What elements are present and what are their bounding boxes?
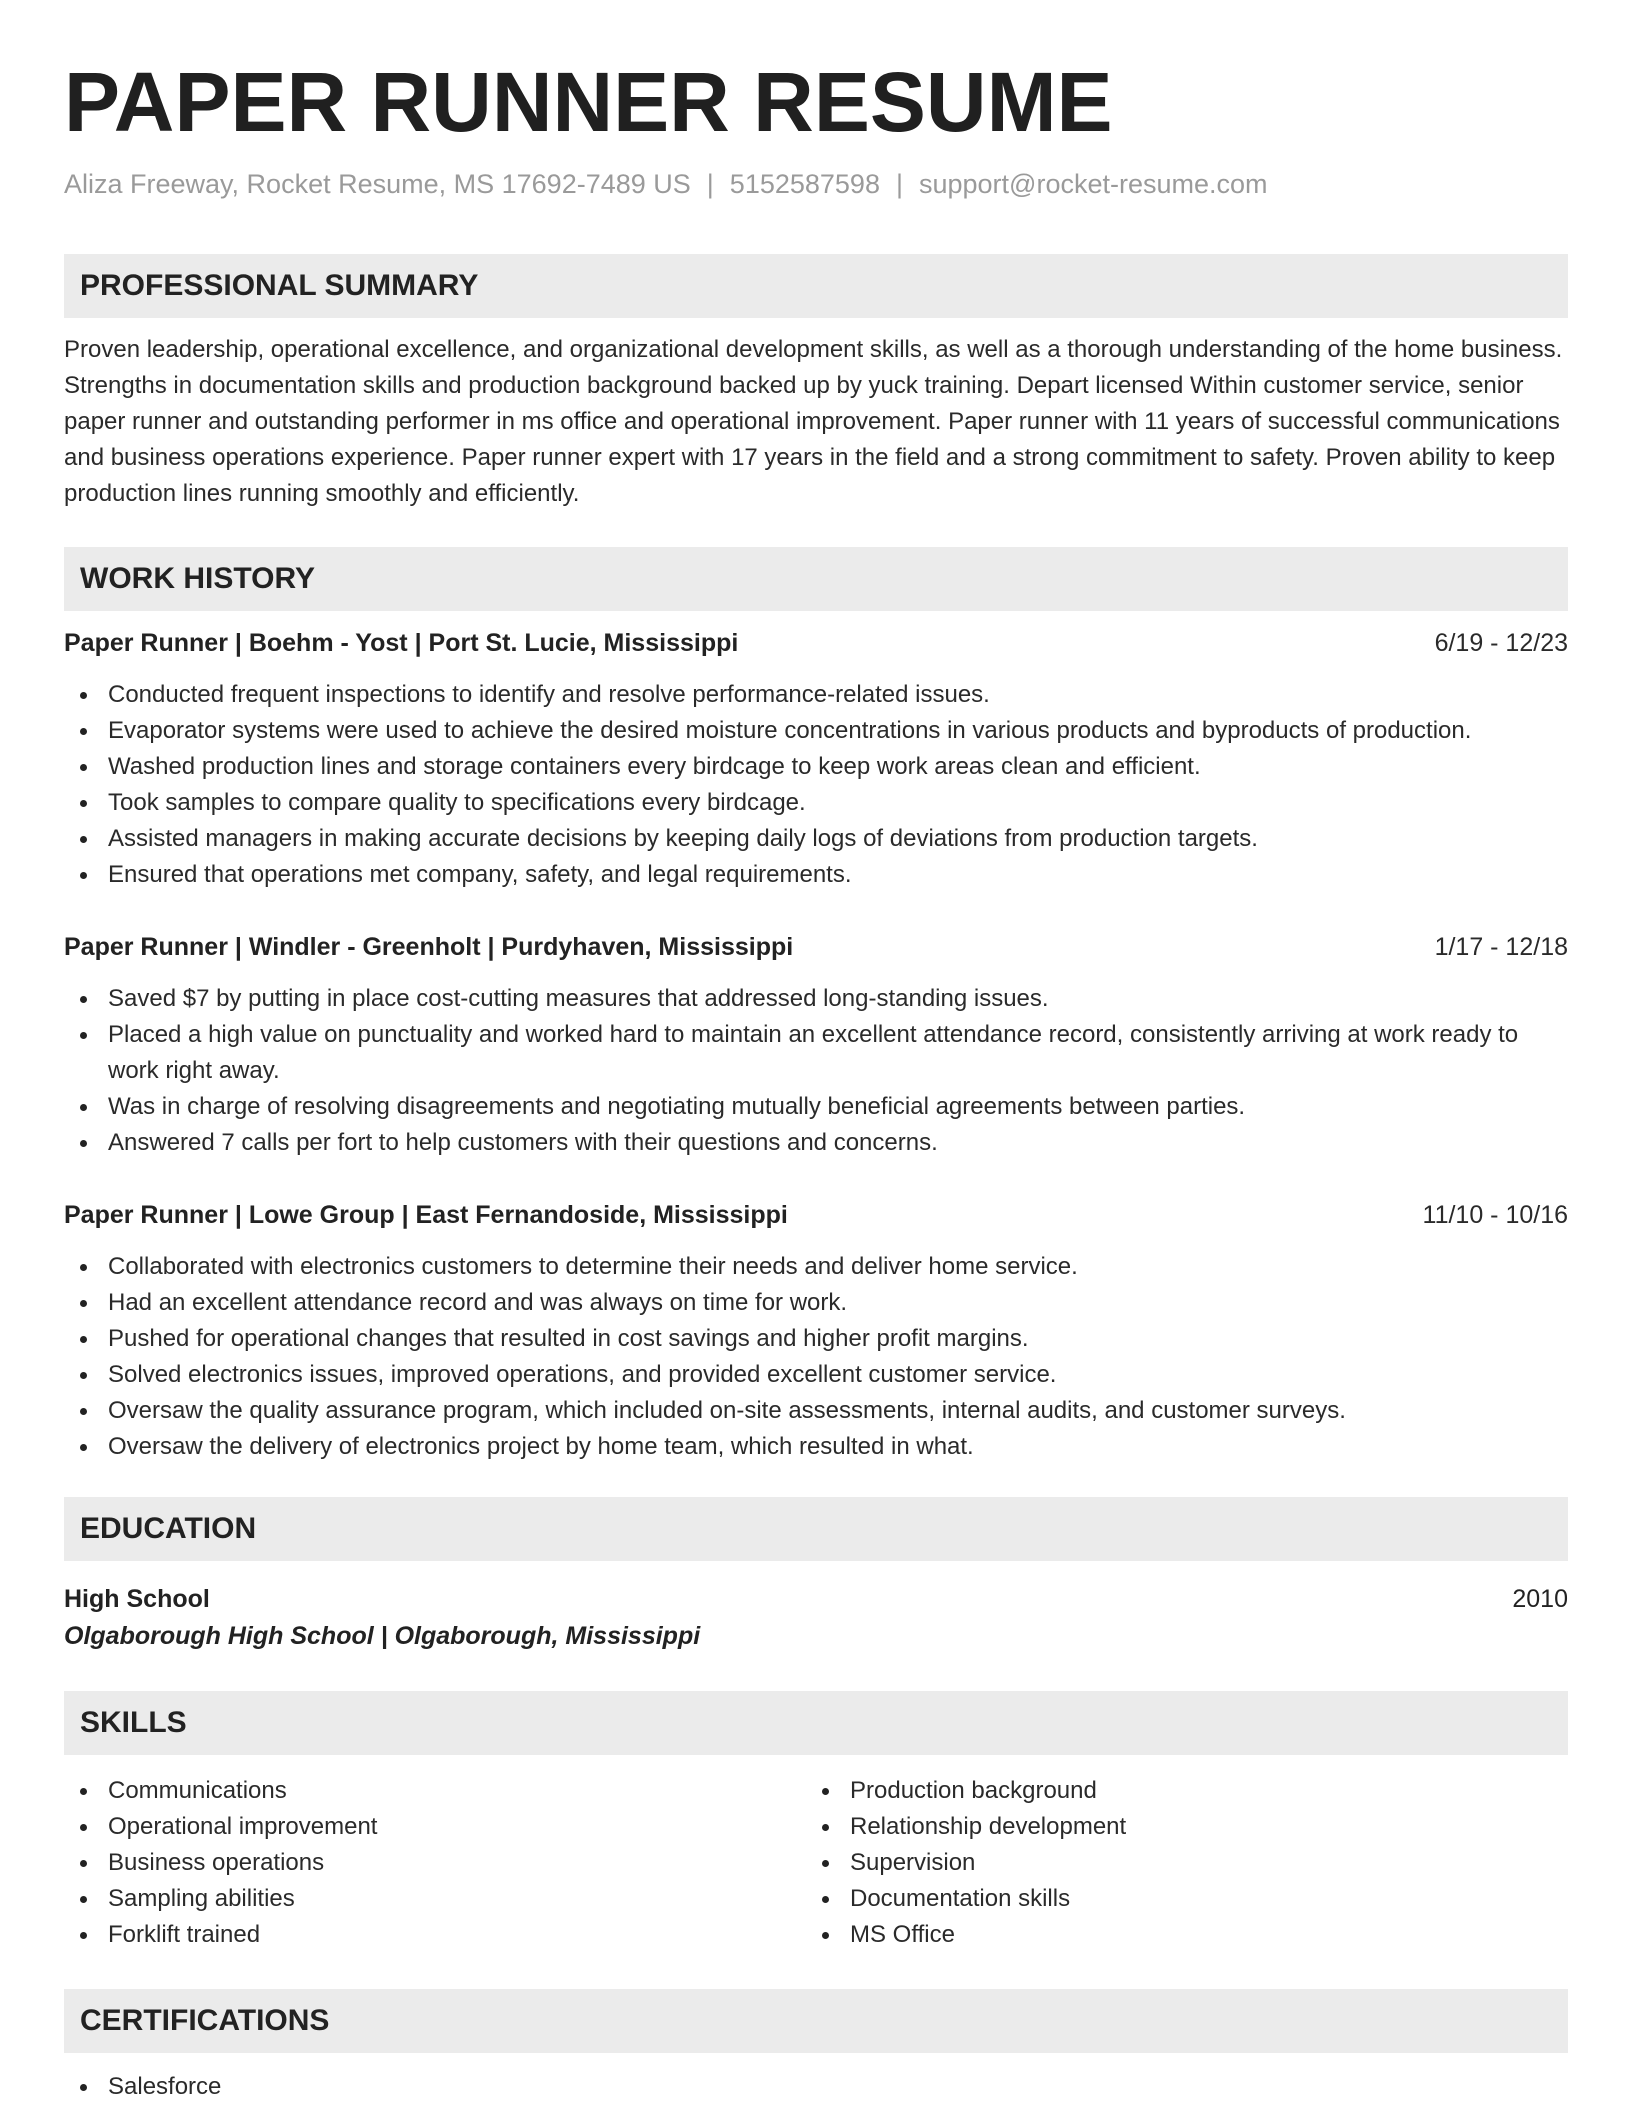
- job-bullet: Evaporator systems were used to achieve the desired moisture concentrations in various products and byproducts of production.: [64, 713, 1568, 749]
- contact-line: [64, 167, 1568, 202]
- job-bullet: Assisted managers in making accurate decisions by keeping daily logs of deviations from production targets.: [64, 821, 1568, 857]
- contact-phone: 5152587598: [729, 168, 880, 199]
- section-heading-certifications: CERTIFICATIONS: [64, 1989, 1568, 2053]
- job-dates: 1/17 - 12/18: [1434, 932, 1568, 961]
- education-degree: High School: [64, 1584, 210, 1613]
- job-bullet: Oversaw the quality assurance program, which included on-site assessments, internal audits, and customer surveys.: [64, 1393, 1568, 1429]
- education-school: Olgaborough High School | Olgaborough, Mississippi: [64, 1621, 701, 1650]
- job-title: Paper Runner | Boehm - Yost | Port St. Lucie, Mississippi: [64, 628, 739, 657]
- job-bullet: Took samples to compare quality to specifications every birdcage.: [64, 785, 1568, 821]
- job-entry: [64, 929, 1568, 1161]
- job-bullets: [64, 677, 1568, 893]
- skill-item: Operational improvement: [64, 1809, 806, 1845]
- skill-item: Production background: [806, 1773, 1548, 1809]
- job-bullet: Was in charge of resolving disagreements and negotiating mutually beneficial agreements between parties.: [64, 1089, 1568, 1125]
- skill-item: Sampling abilities: [64, 1881, 806, 1917]
- job-bullet: Saved $7 by putting in place cost-cutting measures that addressed long-standing issues.: [64, 981, 1568, 1017]
- skill-item: Business operations: [64, 1845, 806, 1881]
- section-heading-work-history: WORK HISTORY: [64, 547, 1568, 611]
- contact-separator: |: [706, 168, 714, 199]
- contact-separator: |: [895, 168, 903, 199]
- skill-item: MS Office: [806, 1917, 1548, 1953]
- job-bullet: Had an excellent attendance record and was always on time for work.: [64, 1285, 1568, 1321]
- skill-item: Forklift trained: [64, 1917, 806, 1953]
- resume-content: [64, 0, 1568, 2105]
- section-heading-summary: PROFESSIONAL SUMMARY: [64, 254, 1568, 318]
- job-bullets: [64, 1249, 1568, 1465]
- summary-text: Proven leadership, operational excellence, and organizational development skills, as well as a thorough understanding of the home business. Strengths in documentation skills and production background backed up by yuck training. Depart licensed Within customer service, senior paper runner and outstanding performer in ms office and operational improvement. Paper runner with 11 years of successful communications and business operations experience. Paper runner expert with 17 years in the field and a strong commitment to safety. Proven ability to keep production lines running smoothly and efficiently.: [64, 335, 1563, 507]
- job-bullets: [64, 981, 1568, 1161]
- job-bullet: Washed production lines and storage containers every birdcage to keep work areas clean and efficient.: [64, 749, 1568, 785]
- job-header: [64, 1197, 1568, 1233]
- job-dates: 6/19 - 12/23: [1434, 628, 1568, 657]
- skills-list-right: [806, 1773, 1548, 1953]
- skills-list-left: [64, 1773, 806, 1953]
- job-bullet: Solved electronics issues, improved operations, and provided excellent customer service.: [64, 1357, 1568, 1393]
- skill-item: Supervision: [806, 1845, 1548, 1881]
- education-year: 2010: [1512, 1584, 1568, 1613]
- job-bullet: Ensured that operations met company, safety, and legal requirements.: [64, 857, 1568, 893]
- job-entry: [64, 625, 1568, 893]
- certification-list: [64, 2069, 1568, 2105]
- job-header: [64, 929, 1568, 965]
- skills-columns: [64, 1773, 1568, 1953]
- job-title: Paper Runner | Windler - Greenholt | Purdyhaven, Mississippi: [64, 932, 794, 961]
- job-bullet: Collaborated with electronics customers to determine their needs and deliver home service.: [64, 1249, 1568, 1285]
- job-bullet: Pushed for operational changes that resulted in cost savings and higher profit margins.: [64, 1321, 1568, 1357]
- job-title: Paper Runner | Lowe Group | East Fernandoside, Mississippi: [64, 1200, 788, 1229]
- job-bullet: Conducted frequent inspections to identify and resolve performance-related issues.: [64, 677, 1568, 713]
- certification-item: Salesforce: [64, 2069, 1568, 2105]
- resume-title: PAPER RUNNER RESUME: [64, 55, 1113, 149]
- education-entry: [64, 1581, 1568, 1617]
- skill-item: Relationship development: [806, 1809, 1548, 1845]
- certifications: [64, 2069, 1568, 2105]
- job-bullet: Answered 7 calls per fort to help customers with their questions and concerns.: [64, 1125, 1568, 1161]
- job-entry: [64, 1197, 1568, 1465]
- job-bullet: Oversaw the delivery of electronics project by home team, which resulted in what.: [64, 1429, 1568, 1465]
- skill-item: Communications: [64, 1773, 806, 1809]
- section-heading-skills: SKILLS: [64, 1691, 1568, 1755]
- job-header: [64, 625, 1568, 661]
- section-heading-education: EDUCATION: [64, 1497, 1568, 1561]
- skill-item: Documentation skills: [806, 1881, 1548, 1917]
- contact-address: Aliza Freeway, Rocket Resume, MS 17692-7489 US: [64, 168, 691, 199]
- job-bullet: Placed a high value on punctuality and worked hard to maintain an excellent attendance record, consistently arriving at work ready to work right away.: [64, 1017, 1568, 1089]
- job-dates: 11/10 - 10/16: [1422, 1200, 1568, 1229]
- contact-email: support@rocket-resume.com: [918, 168, 1268, 199]
